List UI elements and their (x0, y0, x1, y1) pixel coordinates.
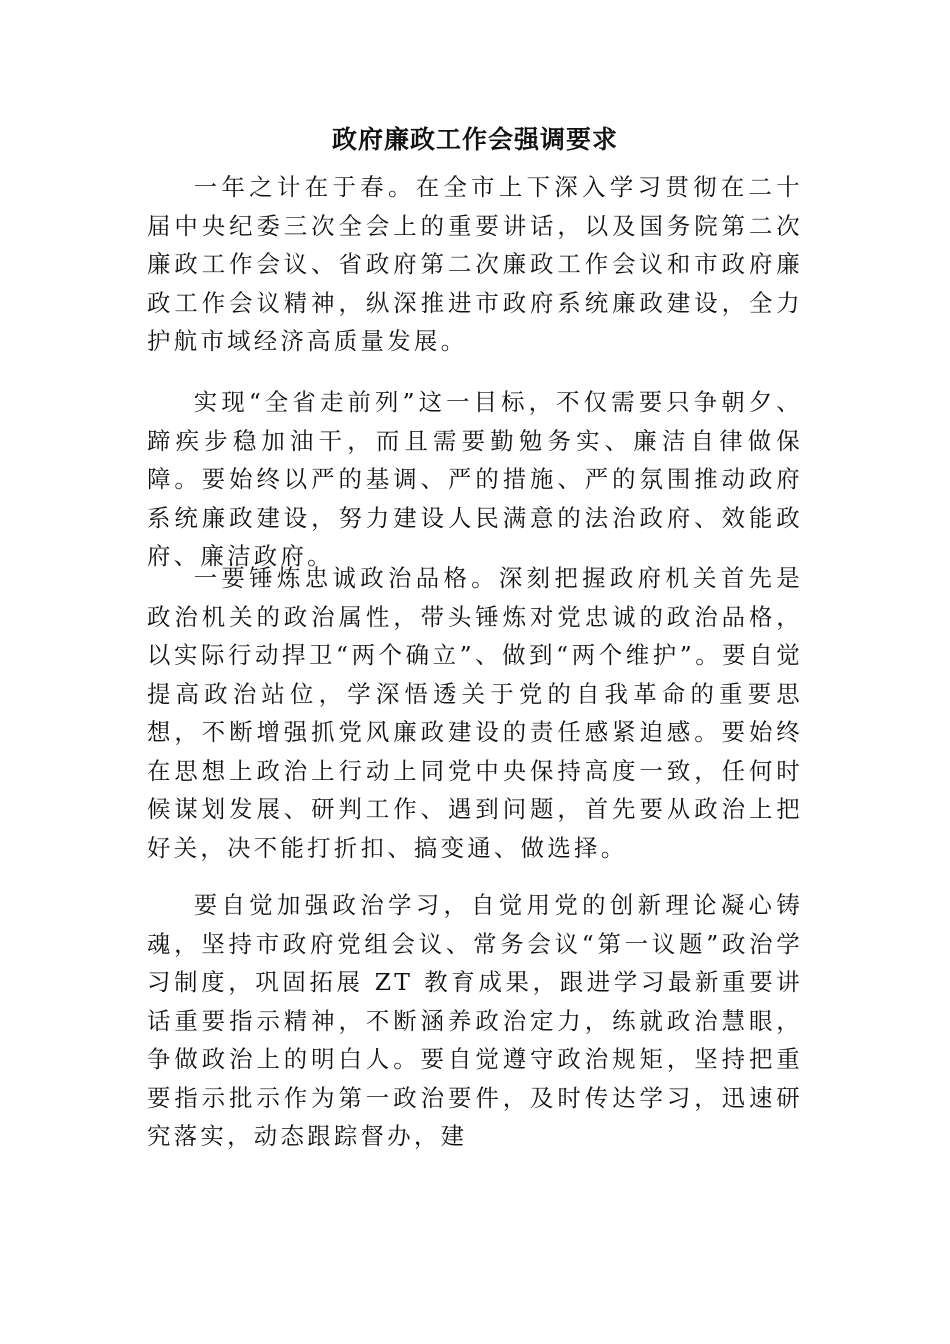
paragraph-4: 要自觉加强政治学习，自觉用党的创新理论凝心铸魂，坚持市政府党组会议、常务会议“第一议题”政治学习制度，巩固拓展 ZT 教育成果，跟进学习最新重要讲话重要指示精神，不断涵养政治定力，练就政治慧眼，争做政治上的明白人。要自觉遵守政治规矩，坚持把重要指示批示作为第一政治要件，及时传达学习，迅速研究落实，动态跟踪督办，建 (147, 891, 803, 1150)
paragraph-3: 一要锤炼忠诚政治品格。深刻把握政府机关首先是政治机关的政治属性，带头锤炼对党忠诚的政治品格，以实际行动捍卫“两个确立”、做到“两个维护”。要自觉提高政治站位，学深悟透关于党的自我革命的重要思想，不断增强抓党风廉政建设的责任感紧迫感。要始终在思想上政治上行动上同党中央保持高度一致，任何时候谋划发展、研判工作、遇到问题，首先要从政治上把好关，决不能打折扣、搞变通、做选择。 (147, 564, 803, 862)
paragraph-1: 一年之计在于春。在全市上下深入学习贯彻在二十届中央纪委三次全会上的重要讲话，以及国务院第二次廉政工作会议、省政府第二次廉政工作会议和市政府廉政工作会议精神，纵深推进市政府系统廉政建设，全力护航市域经济高质量发展。 (147, 173, 803, 355)
document-title: 政府廉政工作会强调要求 (331, 125, 618, 154)
paragraph-2: 实现“全省走前列”这一目标，不仅需要只争朝夕、蹄疾步稳加油干，而且需要勤勉务实、廉洁自律做保障。要始终以严的基调、严的措施、严的氛围推动政府系统廉政建设，努力建设人民满意的法治政府、效能政府、廉洁政府。 (147, 388, 803, 570)
